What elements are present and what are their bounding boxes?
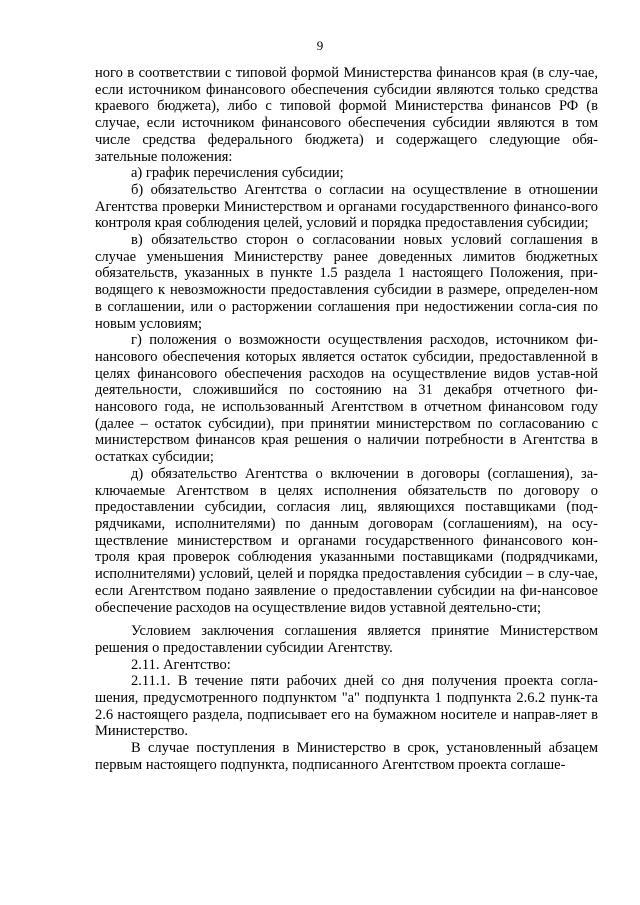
paragraph-item-g: г) положения о возможности осуществления расходов, источником фи-нансового обеспечения которых является остаток субсидии, предоставленной в целях финансового обеспечения расходов на осуществление видов устав-ной деятельности, сложившийся по состоянию на 31 декабря отчетного фи-нансового года, не использованный Агентством в отчетном финансовом году (далее – остаток субсидии), при принятии министерством по согласованию с министерством финансов края решения о наличии потребности в Агентства в остатках субсидии; [95, 332, 598, 466]
paragraph-continuation: ного в соответствии с типовой формой Министерства финансов края (в слу-чае, если источником финансового обеспечения субсидии являются только средства краевого бюджета), либо с типовой формой Министерства финансов РФ (в случае, если источником финансового обеспечения субсидии являются в том числе средства федерального бюджета) и содержащего следующие обя-зательные положения: [95, 65, 598, 165]
paragraph-item-a: а) график перечисления субсидии; [131, 165, 344, 182]
paragraph-section-2-11: 2.11. Агентство: [131, 656, 231, 673]
page-number: 9 [316, 38, 324, 53]
paragraph-item-d: д) обязательство Агентства о включении в договоры (соглашения), за-ключаемые Агентством в целях исполнения обязательств по договору о предоставлении субсидии, согласия лиц, являющихся поставщиками (под-рядчиками, исполнителями) по данным договорам (соглашениям), на осу-ществление министерством и органами государственного финансового кон-троля края проверок соблюдения указанными поставщиками (подрядчиками, исполнителями) условий, целей и порядка предоставления субсидии – в слу-чае, если Агентством подано заявление о предоставлении субсидии на фи-нансовое обеспечение расходов на осуществление видов уставной деятельно-сти; [95, 465, 598, 616]
paragraph-section-2-11-1: 2.11.1. В течение пяти рабочих дней со дня получения проекта согла-шения, предусмотренного подпунктом "а" подпункта 1 подпункта 2.6.2 пунк-та 2.6 настоящего раздела, подписывает его на бумажном носителе и направ-ляет в Министерство. [95, 673, 598, 740]
paragraph-receipt-case: В случае поступления в Министерство в срок, установленный абзацем первым настоящего подпункта, подписанного Агентством проекта соглаше- [95, 740, 598, 773]
paragraph-item-b: б) обязательство Агентства о согласии на осуществление в отношении Агентства проверки Министерством и органами государственного финансо-вого контроля края соблюдения целей, условий и порядка предоставления субсидии; [95, 181, 598, 232]
paragraph-condition: Условием заключения соглашения является принятие Министерством решения о предоставлении субсидии Агентству. [95, 623, 598, 656]
page-body [95, 65, 598, 774]
paragraph-item-v: в) обязательство сторон о согласовании новых условий соглашения в случае уменьшения Министерству ранее доведенных лимитов бюджетных обязательств, указанных в пункте 1.5 раздела 1 настоящего Положения, при-водящего к невозможности предоставления субсидии в размере, определен-ном в соглашении, или о расторжении соглашения при недостижении согла-сия по новым условиям; [95, 232, 598, 332]
